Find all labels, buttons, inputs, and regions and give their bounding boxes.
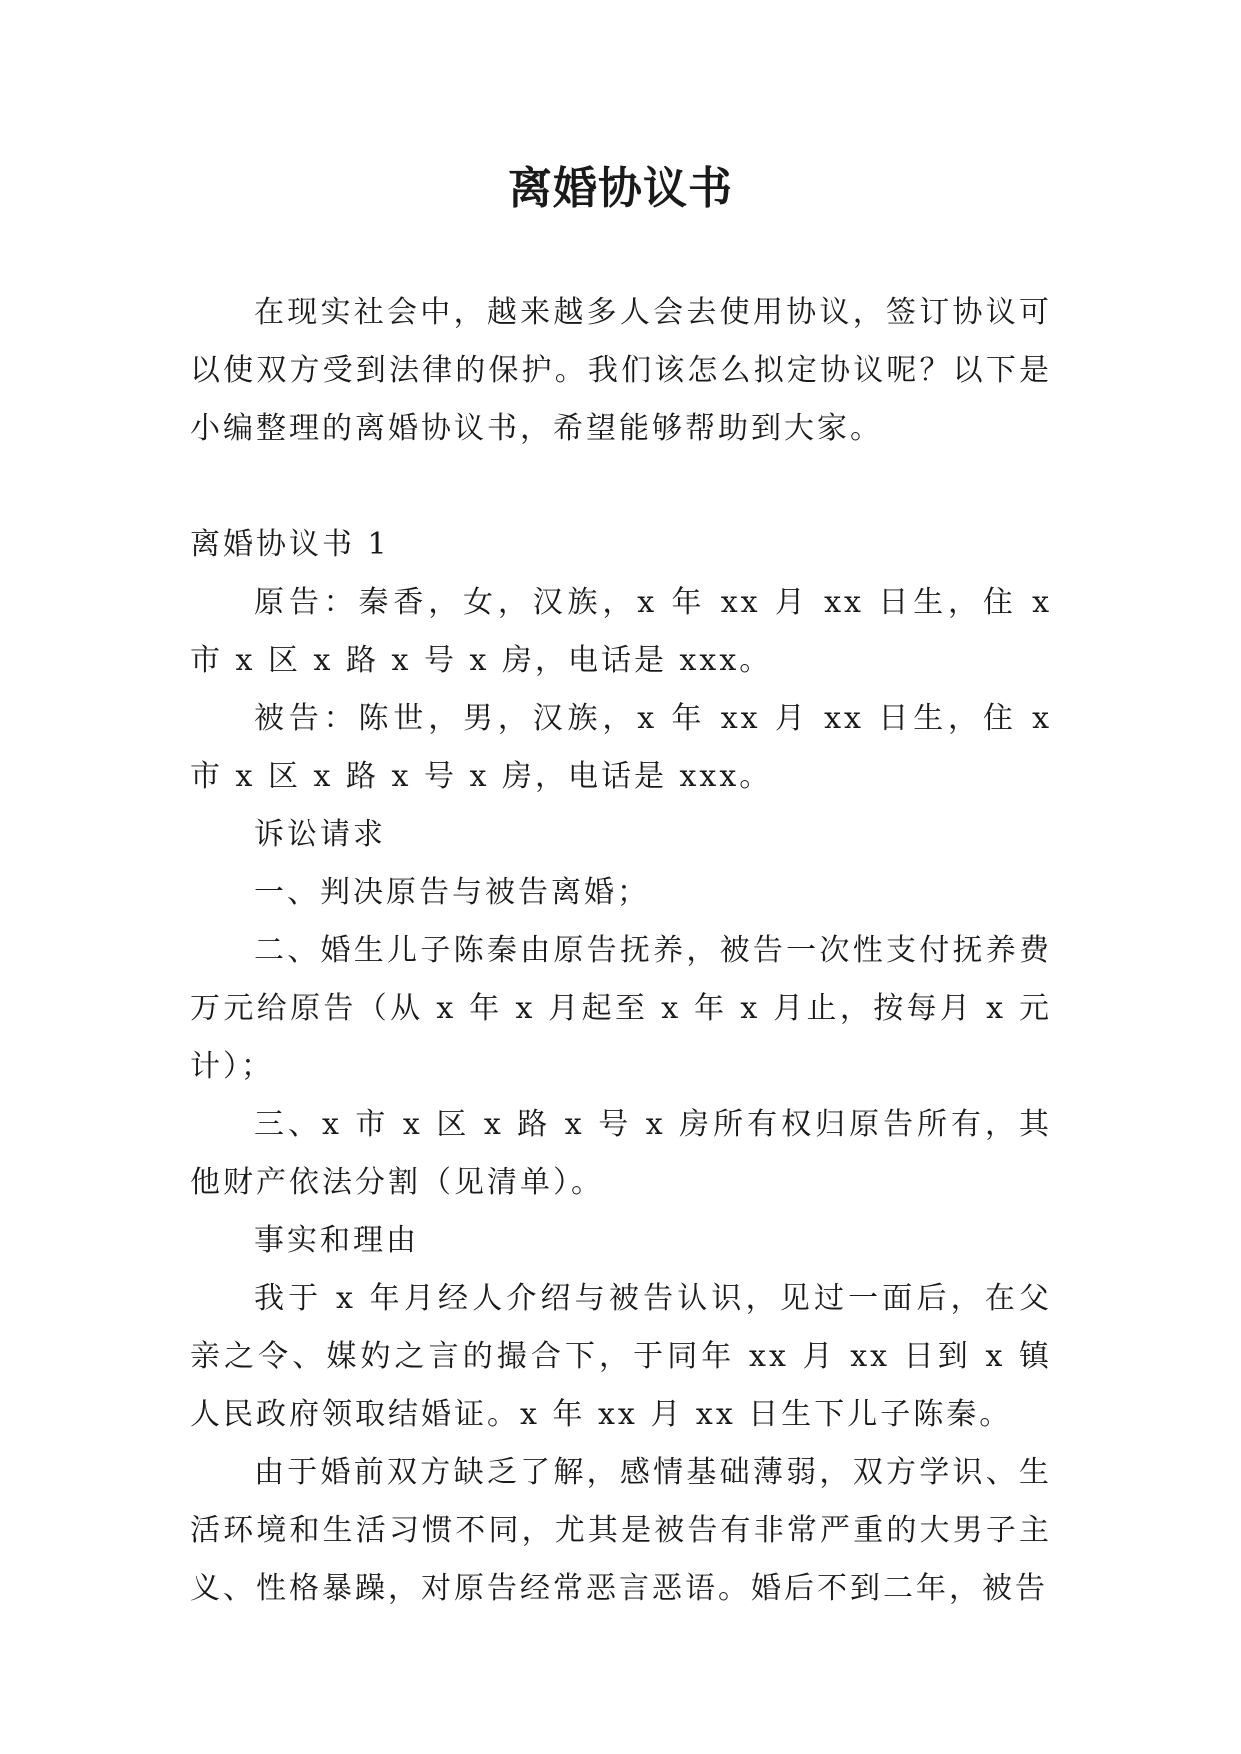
intro-paragraph: 在现实社会中，越来越多人会去使用协议，签订协议可以使双方受到法律的保护。我们该怎么拟定协议呢？以下是小编整理的离婚协议书，希望能够帮助到大家。 — [190, 295, 1052, 446]
document-title: 离婚协议书 — [508, 163, 733, 214]
facts-heading: 事实和理由 — [254, 1223, 419, 1258]
facts-paragraph-2: 由于婚前双方缺乏了解，感情基础薄弱，双方学识、生活环境和生活习惯不同，尤其是被告有非常严重的大男子主义、性格暴躁，对原告经常恶言恶语。婚后不到二年，被告 — [190, 1455, 1052, 1606]
facts-paragraph-1: 我于 x 年月经人介绍与被告认识，见过一面后，在父亲之令、媒妁之言的撮合下，于同年 xx 月 xx 日到 x 镇人民政府领取结婚证。x 年 xx 月 xx 日生下儿子陈秦。 — [190, 1281, 1052, 1432]
claim-item-3: 三、x 市 x 区 x 路 x 号 x 房所有权归原告所有，其他财产依法分割（见清单）。 — [190, 1107, 1052, 1200]
document-body — [190, 284, 1052, 1618]
claims-heading: 诉讼请求 — [254, 817, 386, 852]
plaintiff-paragraph: 原告：秦香，女，汉族，x 年 xx 月 xx 日生，住 x 市 x 区 x 路 x 号 x 房，电话是 xxx。 — [190, 585, 1052, 678]
defendant-paragraph: 被告：陈世，男，汉族，x 年 xx 月 xx 日生，住 x 市 x 区 x 路 x 号 x 房，电话是 xxx。 — [190, 701, 1052, 794]
claim-item-2: 二、婚生儿子陈秦由原告抚养，被告一次性支付抚养费万元给原告（从 x 年 x 月起至 x 年 x 月止，按每月 x 元计）； — [190, 933, 1052, 1084]
claim-item-1: 一、判决原告与被告离婚； — [254, 875, 650, 910]
section-heading: 离婚协议书 1 — [190, 527, 390, 562]
